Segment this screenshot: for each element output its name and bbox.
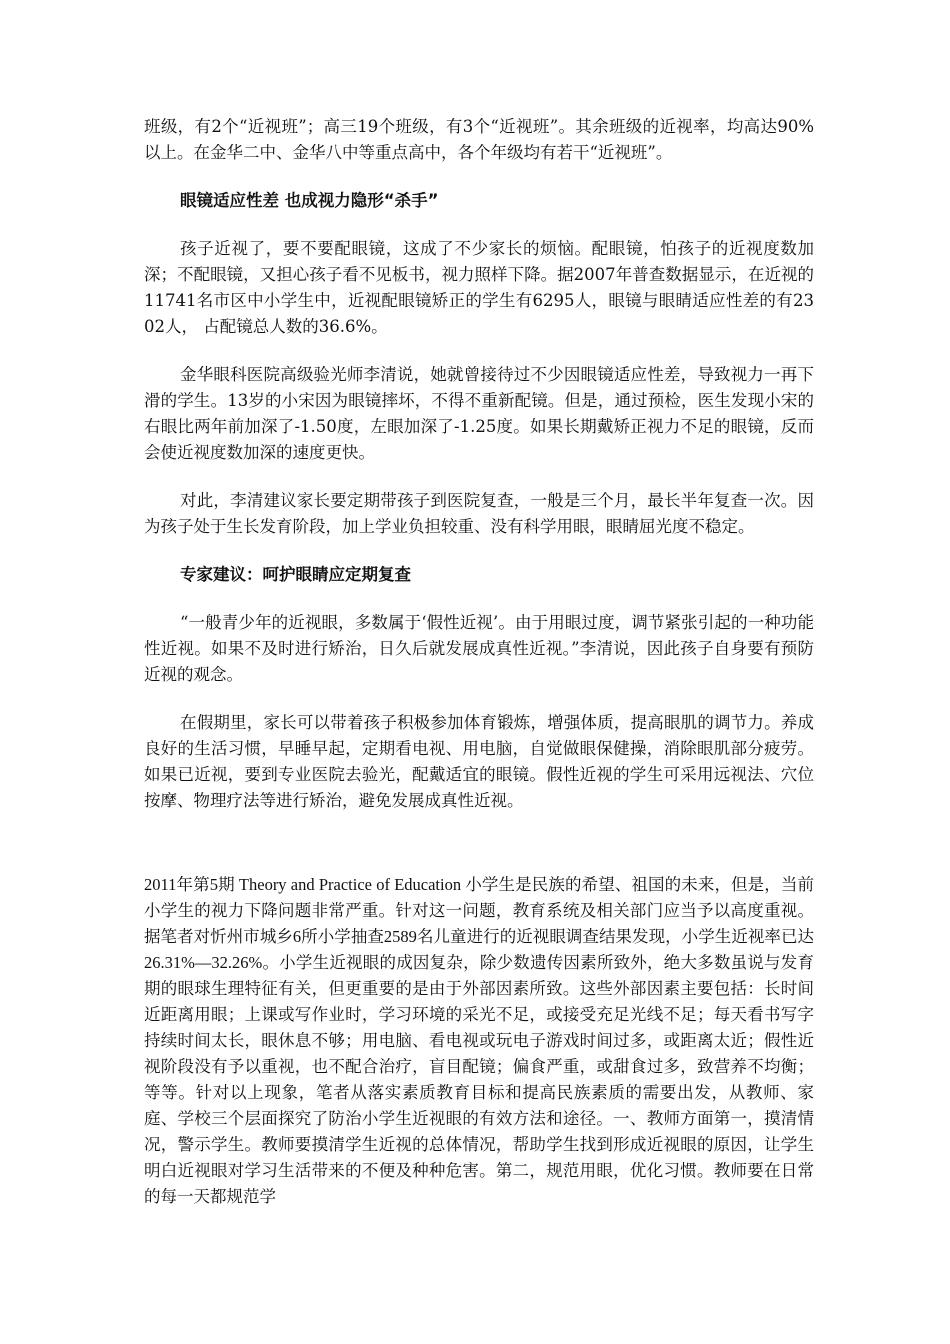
document-page (144, 114, 814, 1210)
section-heading-glasses: 眼镜适应性差 也成视力隐形“杀手” (180, 191, 439, 210)
paragraph-checkup-advice: 对此，李清建议家长要定期带孩子到医院复查，一般是三个月，最长半年复查一次。因为孩子处于生长发育阶段，加上学业负担较重、没有科学用眼，眼睛屈光度不稳定。 (144, 491, 814, 536)
paper-excerpt: 2011年第5期 Theory and Practice of Education 小学生是民族的希望、祖国的未来，但是，当前小学生的视力下降问题非常严重。针对这一问题，教育系统及相关部门应当予以高度重视。据笔者对忻州市城乡6所小学抽查2589名儿童进行的近视眼调查结果发现，小学生近视率已达26.31%—32.26%。小学生近视眼的成因复杂，除少数遗传因素所致外，绝大多数虽说与发育期的眼球生理特征有关，但更重要的是由于外部因素所致。这些外部因素主要包括：长时间近距离用眼；上课或写作业时，学习环境的采光不足，或接受充足光线不足；每天看书写字持续时间太长，眼休息不够；用电脑、看电视或玩电子游戏时间过多，或距离太近；假性近视阶段没有予以重视，也不配合治疗，盲目配镜；偏食严重，或甜食过多，致营养不均衡；等等。针对以上现象，笔者从落实素质教育目标和提高民族素质的需要出发，从教师、家庭、学校三个层面探究了防治小学生近视眼的有效方法和途径。一、教师方面第一，摸清情况，警示学生。教师要摸清学生近视的总体情况，帮助学生找到形成近视眼的原因，让学生明白近视眼对学习生活带来的不便及种种危害。第二，规范用眼，优化习惯。教师要在日常的每一天都规范学 (144, 875, 814, 1206)
section-gap (144, 836, 814, 872)
paragraph-glasses-dilemma: 孩子近视了，要不要配眼镜，这成了不少家长的烦恼。配眼镜，怕孩子的近视度数加深；不配眼镜，又担心孩子看不见板书，视力照样下降。据2007年普查数据显示，在近视的11741名市区中小学生中，近视配眼镜矫正的学生有6295人，眼镜与眼睛适应性差的有2302人， 占配镜总人数的36.6%。 (144, 239, 814, 336)
section-heading-expert: 专家建议：呵护眼睛应定期复查 (180, 565, 411, 584)
paragraph-pseudo-myopia: “一般青少年的近视眼，多数属于‘假性近视’。由于用眼过度，调节紧张引起的一种功能性近视。如果不及时进行矫治，日久后就发展成真性近视。”李清说，因此孩子自身要有预防近视的观念。 (144, 613, 814, 684)
paragraph-classes: 班级，有2个“近视班”；高三19个班级，有3个“近视班”。其余班级的近视率，均高达90%以上。在金华二中、金华八中等重点高中，各个年级均有若干“近视班”。 (144, 117, 814, 162)
paragraph-holiday-advice: 在假期里，家长可以带着孩子积极参加体育锻炼，增强体质，提高眼肌的调节力。养成良好的生活习惯，早睡早起，定期看电视、用电脑，自觉做眼保健操，消除眼肌部分疲劳。如果已近视，要到专业医院去验光，配戴适宜的眼镜。假性近视的学生可采用远视法、穴位按摩、物理疗法等进行矫治，避免发展成真性近视。 (144, 713, 814, 810)
paragraph-optometrist: 金华眼科医院高级验光师李清说，她就曾接待过不少因眼镜适应性差，导致视力一再下滑的学生。13岁的小宋因为眼镜摔坏，不得不重新配镜。但是，通过预检，医生发现小宋的右眼比两年前加深了-1.50度，左眼加深了-1.25度。如果长期戴矫正视力不足的眼镜，反而会使近视度数加深的速度更快。 (144, 365, 814, 462)
